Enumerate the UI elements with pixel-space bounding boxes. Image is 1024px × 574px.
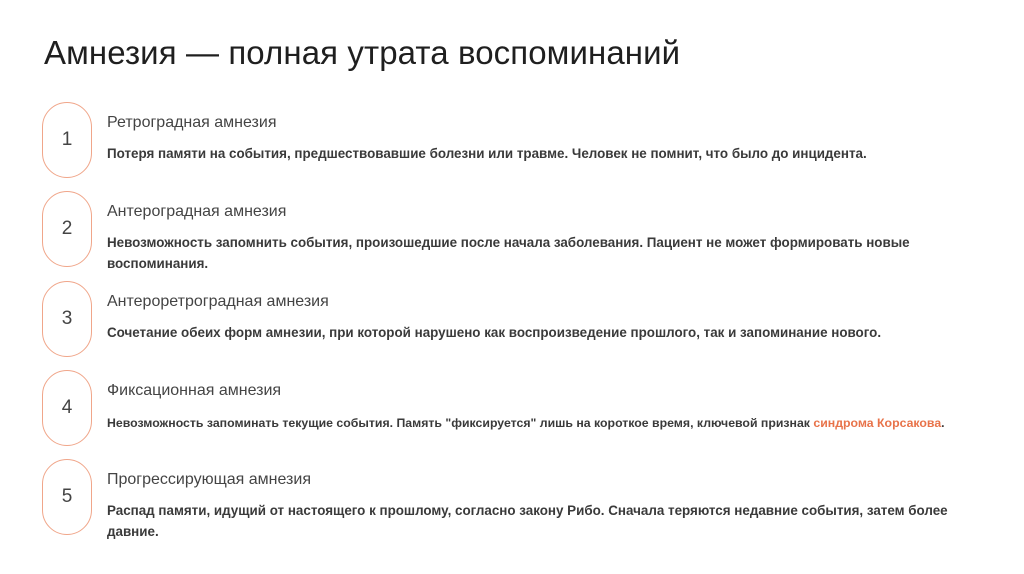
item-description: Сочетание обеих форм амнезии, при которой нарушено как воспроизведение прошлого, так и запоминание нового. — [107, 325, 882, 340]
item-number-badge: 3 — [42, 281, 92, 357]
list-item — [42, 102, 982, 182]
item-number-badge: 4 — [42, 370, 92, 446]
item-description: Потеря памяти на события, предшествовавшие болезни или травме. Человек не помнит, что было до инцидента. — [107, 146, 867, 161]
list-item — [42, 191, 982, 271]
item-number-badge: 2 — [42, 191, 92, 267]
item-number-badge: 5 — [42, 459, 92, 535]
page-title: Амнезия — полная утрата воспоминаний — [44, 34, 681, 71]
item-title: Антероградная амнезия — [107, 203, 287, 220]
korsakoff-syndrome-link[interactable]: синдрома Корсакова — [813, 416, 942, 430]
item-number-badge: 1 — [42, 102, 92, 178]
item-title: Антероретроградная амнезия — [107, 293, 329, 310]
item-description: Невозможность запомнить события, произошедшие после начала заболевания. Пациент не может формировать новые воспоминания. — [107, 235, 910, 271]
item-description — [107, 413, 967, 434]
item-title: Прогрессирующая амнезия — [107, 471, 311, 488]
list-item — [42, 459, 982, 539]
item-description-text: Невозможность запоминать текущие события. Память "фиксируется" лишь на короткое время, ключевой признак — [107, 416, 814, 430]
list-item — [42, 281, 982, 361]
list-item — [42, 370, 982, 450]
item-description: Распад памяти, идущий от настоящего к прошлому, согласно закону Рибо. Сначала теряются недавние события, затем более давние. — [107, 503, 948, 539]
item-title: Фиксационная амнезия — [107, 382, 282, 399]
item-title: Ретроградная амнезия — [107, 114, 277, 131]
item-description-end: . — [941, 416, 945, 430]
